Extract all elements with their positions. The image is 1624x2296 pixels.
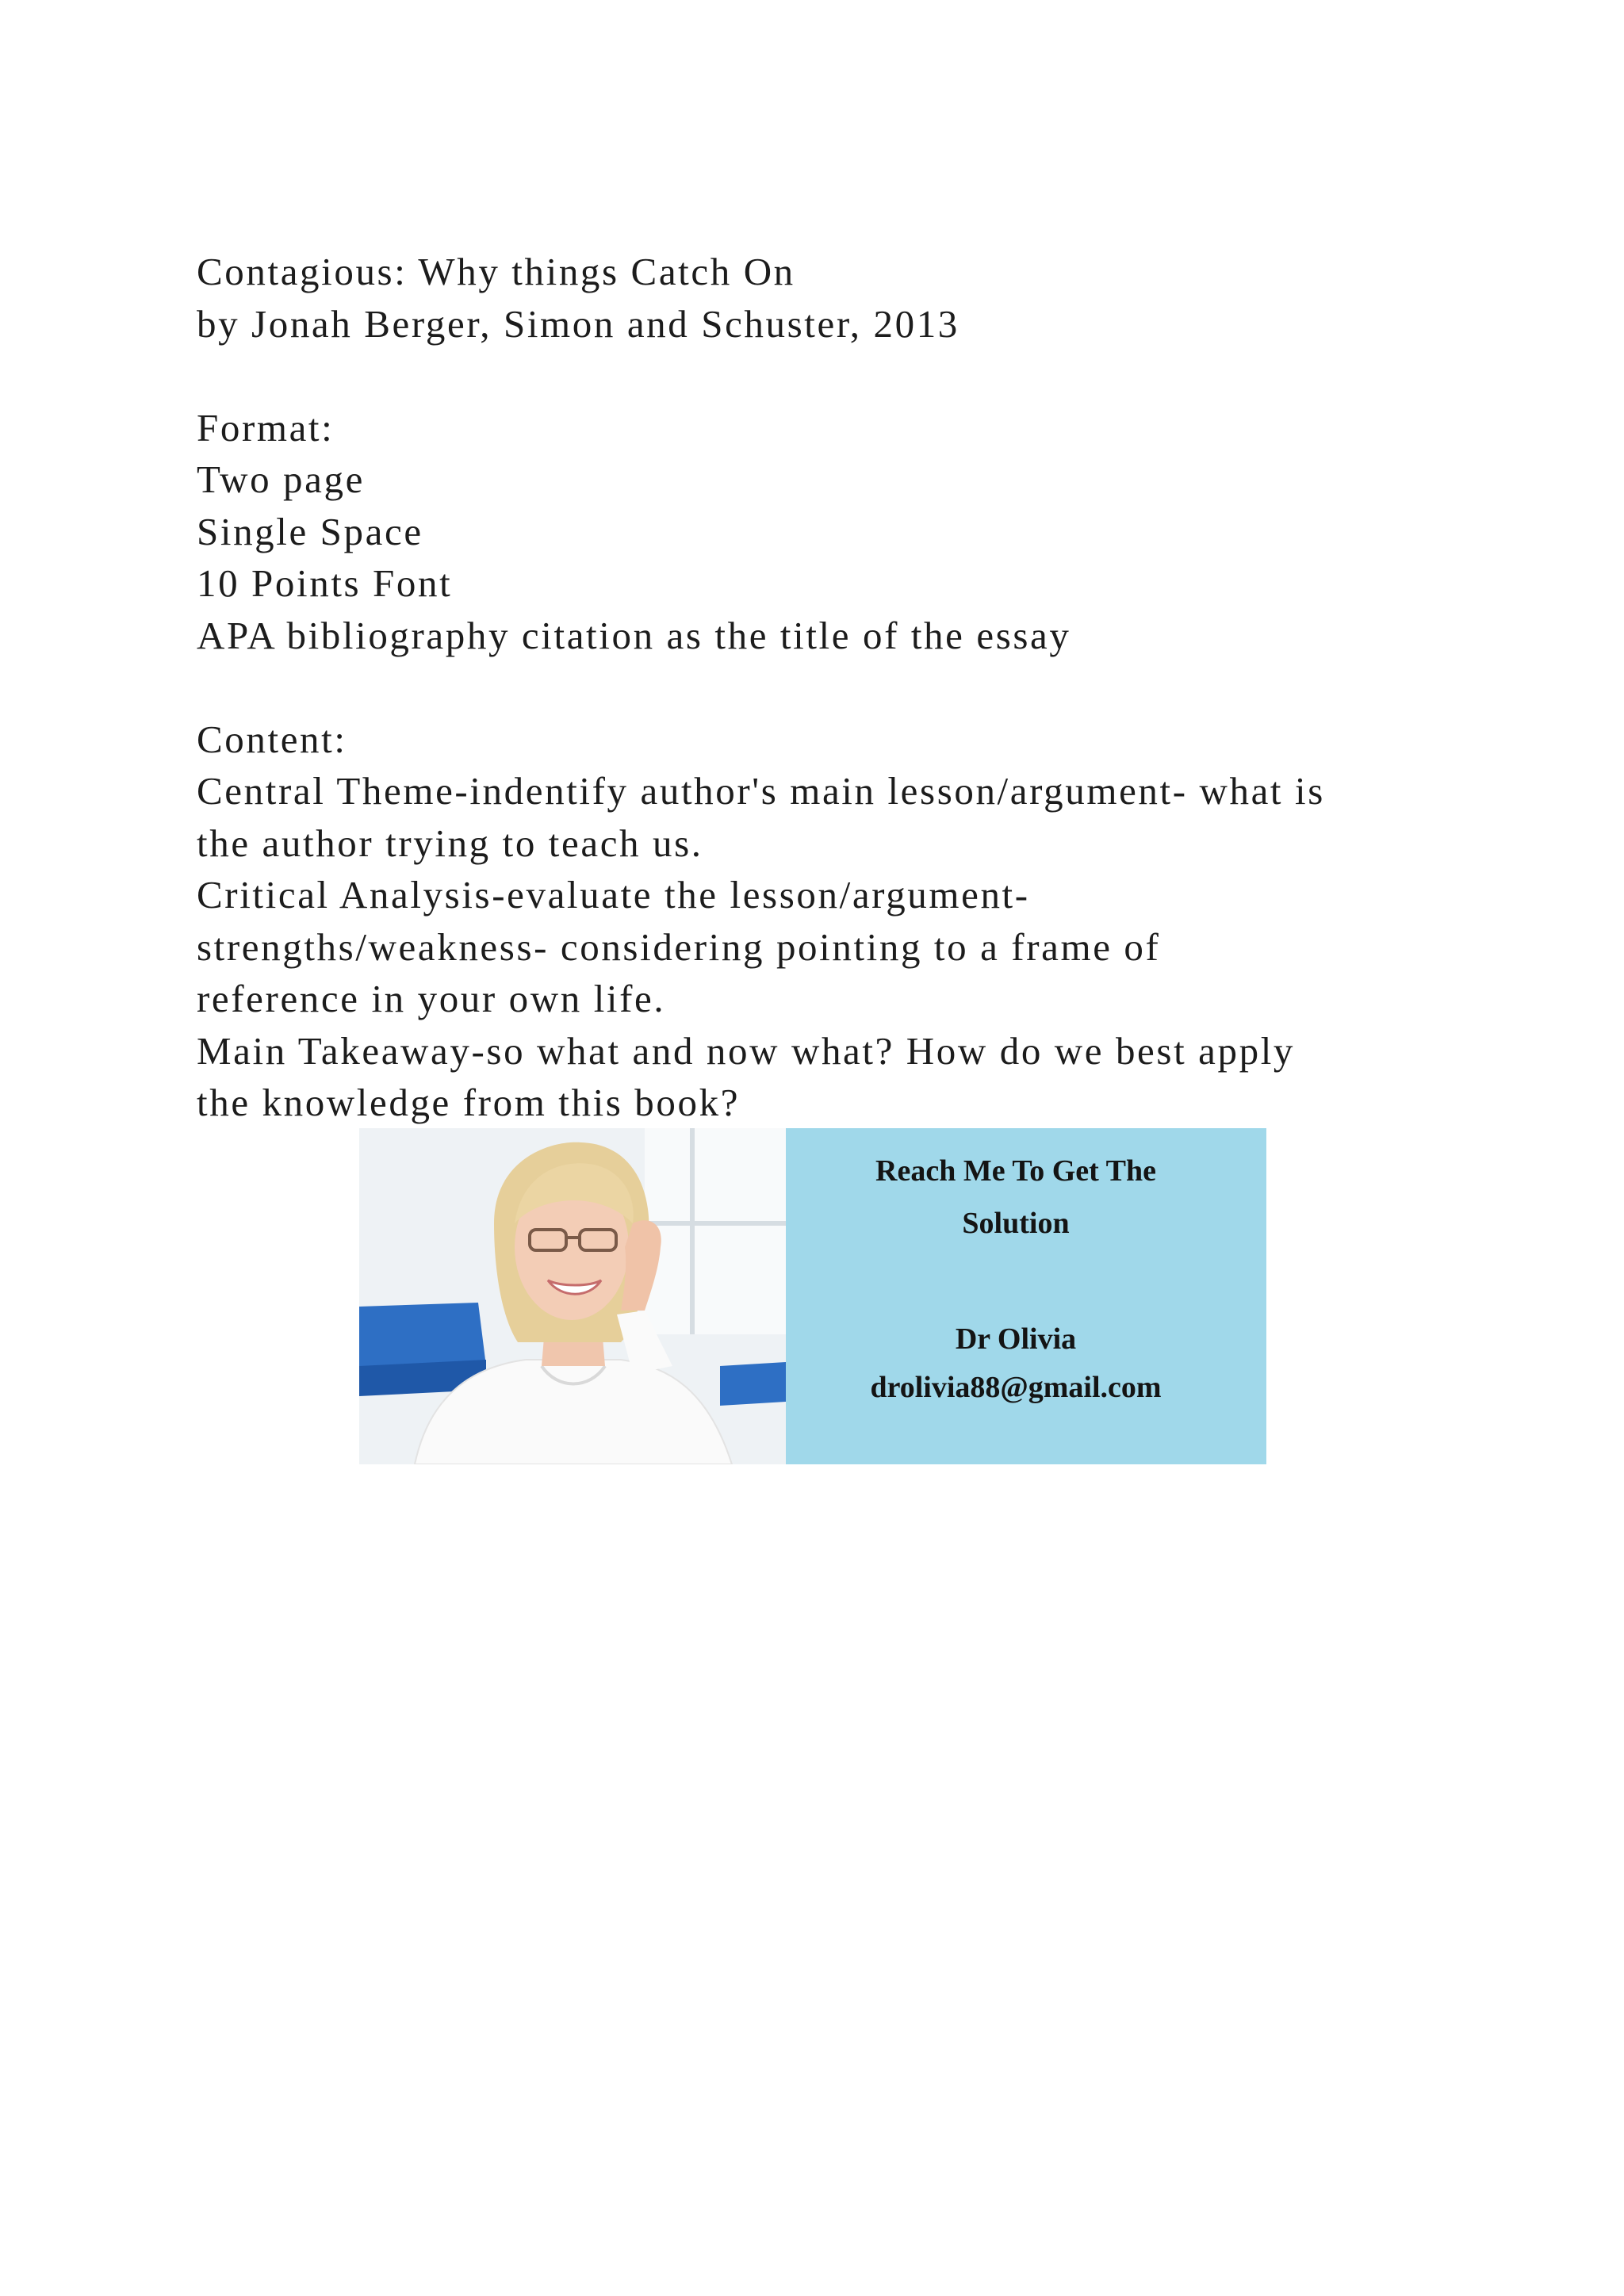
- banner-headline-line2: Solution: [962, 1207, 1070, 1240]
- content-central-theme: Central Theme-indentify author's main lesson/argument- what is: [197, 769, 1325, 813]
- content-heading: Content:: [197, 717, 347, 761]
- format-item-citation: APA bibliography citation as the title of the essay: [197, 613, 1071, 657]
- book-title: Contagious: Why things Catch On: [197, 250, 795, 293]
- document-body: [197, 246, 1481, 1129]
- format-heading: Format:: [197, 405, 335, 450]
- contact-name: Dr Olivia: [955, 1322, 1077, 1356]
- format-item-spacing: Single Space: [197, 509, 423, 553]
- banner-headline-line1: Reach Me To Get The: [875, 1154, 1156, 1188]
- format-item-font: 10 Points Font: [197, 561, 453, 605]
- book-byline: by Jonah Berger, Simon and Schuster, 2013: [197, 301, 959, 346]
- woman-with-glasses-photo: [359, 1128, 786, 1464]
- format-item-length: Two page: [197, 457, 365, 501]
- content-critical-analysis-cont2: reference in your own life.: [197, 977, 666, 1020]
- spacer: [197, 350, 1481, 402]
- spacer: [197, 661, 1481, 714]
- contact-banner: [359, 1128, 1266, 1464]
- content-critical-analysis-cont: strengths/weakness- considering pointing to a frame of: [197, 924, 1161, 969]
- content-main-takeaway-cont: the knowledge from this book?: [197, 1081, 741, 1124]
- contact-email: drolivia88@gmail.com: [870, 1371, 1162, 1404]
- contact-info-panel: [786, 1128, 1266, 1464]
- content-main-takeaway: Main Takeaway-so what and now what? How do we best apply: [197, 1028, 1296, 1073]
- content-critical-analysis: Critical Analysis-evaluate the lesson/argument-: [197, 873, 1030, 916]
- content-central-theme-cont: the author trying to teach us.: [197, 821, 703, 865]
